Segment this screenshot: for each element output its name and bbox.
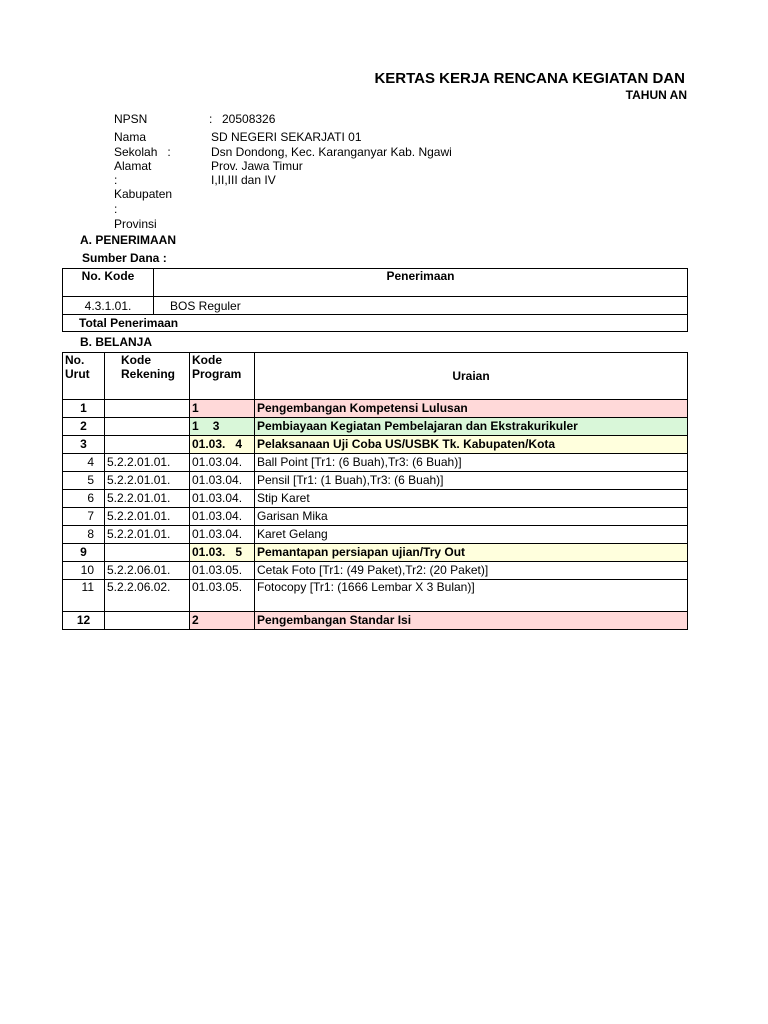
- table-row: [63, 526, 688, 544]
- table-row: [63, 612, 688, 630]
- cell-kode-rekening: 5.2.2.01.01.: [105, 526, 190, 544]
- kode-program-value: 01.03.04.: [192, 509, 243, 523]
- cell-no-urut: 9: [63, 544, 105, 562]
- kode-program-value: 01.03.: [192, 545, 226, 559]
- table-row: [63, 454, 688, 472]
- cell-no-urut: 8: [63, 526, 105, 544]
- penerimaan-row: [63, 297, 688, 315]
- cell-uraian: Cetak Foto [Tr1: (49 Paket),Tr2: (20 Paket)]: [255, 562, 688, 580]
- cell-no-urut: 3: [63, 436, 105, 454]
- col-header-no-urut-line1: No.: [65, 353, 85, 367]
- col-header-no-urut-line2: Urut: [65, 367, 90, 381]
- cell-uraian: Pemantapan persiapan ujian/Try Out: [255, 544, 688, 562]
- col-header-kode-program-line2: Program: [192, 367, 242, 381]
- col-header-kode-rekening-line2: Rekening: [121, 367, 176, 381]
- table-row: [63, 418, 688, 436]
- cell-kode-rekening: 5.2.2.06.02.: [105, 580, 190, 612]
- cell-no-urut: 6: [63, 490, 105, 508]
- info-label-sekolah: Sekolah :: [114, 145, 171, 159]
- penerimaan-row-kode: 4.3.1.01.: [63, 297, 154, 315]
- info-label-alamat: Alamat: [114, 159, 152, 173]
- cell-kode-rekening: 5.2.2.01.01.: [105, 472, 190, 490]
- kode-program-suffix: 3: [212, 419, 220, 433]
- table-row: [63, 562, 688, 580]
- col-header-kode-rekening: [105, 353, 190, 400]
- info-label-colon-2: :: [114, 202, 118, 216]
- belanja-body: [63, 400, 688, 630]
- kode-program-value: 01.03.: [192, 437, 226, 451]
- document-title: KERTAS KERJA RENCANA KEGIATAN DAN: [374, 70, 685, 87]
- col-header-no-kode: No. Kode: [63, 269, 154, 297]
- table-row: [63, 436, 688, 454]
- cell-uraian: Fotocopy [Tr1: (1666 Lembar X 3 Bulan)]: [255, 580, 688, 612]
- total-penerimaan-label: Total Penerimaan: [63, 315, 688, 332]
- section-belanja-title: B. BELANJA: [80, 335, 153, 349]
- cell-kode-rekening: 5.2.2.01.01.: [105, 490, 190, 508]
- cell-kode-rekening: 5.2.2.01.01.: [105, 454, 190, 472]
- info-value-nama: SD NEGERI SEKARJATI 01: [211, 130, 362, 144]
- cell-no-urut: 12: [63, 612, 105, 630]
- cell-uraian: Stip Karet: [255, 490, 688, 508]
- info-label-colon-1: :: [114, 173, 118, 187]
- cell-kode-rekening: [105, 544, 190, 562]
- cell-uraian: Garisan Mika: [255, 508, 688, 526]
- info-value-alamat: Dsn Dondong, Kec. Karanganyar Kab. Ngawi: [211, 145, 452, 159]
- cell-no-urut: 11: [63, 580, 105, 612]
- col-header-kode-program-line1: Kode: [192, 353, 222, 367]
- belanja-table: [62, 352, 688, 630]
- document-subtitle: TAHUN AN: [625, 88, 687, 102]
- kode-program-value: 01.03.04.: [192, 455, 243, 469]
- cell-kode-program: [190, 454, 255, 472]
- info-value-triwulan: I,II,III dan IV: [211, 173, 276, 187]
- col-header-kode-program: [190, 353, 255, 400]
- col-header-uraian: Uraian: [255, 353, 688, 400]
- section-penerimaan-title: A. PENERIMAAN: [80, 233, 177, 247]
- cell-kode-program: [190, 490, 255, 508]
- cell-no-urut: 1: [63, 400, 105, 418]
- cell-no-urut: 10: [63, 562, 105, 580]
- cell-kode-program: [190, 436, 255, 454]
- table-row: [63, 580, 688, 612]
- cell-no-urut: 4: [63, 454, 105, 472]
- cell-kode-rekening: [105, 400, 190, 418]
- cell-uraian: Pensil [Tr1: (1 Buah),Tr3: (6 Buah)]: [255, 472, 688, 490]
- cell-no-urut: 5: [63, 472, 105, 490]
- kode-program-value: 01.03.05.: [192, 580, 243, 594]
- cell-kode-program: [190, 508, 255, 526]
- penerimaan-total-row: [63, 315, 688, 332]
- info-label-nama: Nama: [114, 130, 147, 144]
- kode-program-value: 01.03.04.: [192, 491, 243, 505]
- cell-kode-program: [190, 418, 255, 436]
- kode-program-suffix: 5: [235, 545, 243, 559]
- cell-no-urut: 7: [63, 508, 105, 526]
- cell-kode-program: [190, 544, 255, 562]
- penerimaan-row-name: BOS Reguler: [154, 297, 688, 315]
- npsn-label: NPSN: [114, 112, 148, 126]
- cell-kode-rekening: 5.2.2.01.01.: [105, 508, 190, 526]
- table-row: [63, 544, 688, 562]
- table-row: [63, 490, 688, 508]
- kode-program-value: 1: [192, 419, 199, 433]
- cell-uraian: Ball Point [Tr1: (6 Buah),Tr3: (6 Buah)]: [255, 454, 688, 472]
- cell-kode-rekening: [105, 418, 190, 436]
- table-row: [63, 472, 688, 490]
- info-value-provinsi: Prov. Jawa Timur: [211, 159, 303, 173]
- kode-program-value: 1: [192, 401, 199, 415]
- cell-no-urut: 2: [63, 418, 105, 436]
- kode-program-value: 2: [192, 613, 199, 627]
- info-label-provinsi: Provinsi: [114, 217, 157, 231]
- kode-program-value: 01.03.04.: [192, 473, 243, 487]
- cell-uraian: Pengembangan Standar Isi: [255, 612, 688, 630]
- cell-uraian: Karet Gelang: [255, 526, 688, 544]
- kode-program-value: 01.03.04.: [192, 527, 243, 541]
- belanja-header-row: [63, 353, 688, 400]
- cell-kode-program: [190, 526, 255, 544]
- kode-program-suffix: 4: [235, 437, 243, 451]
- col-header-kode-rekening-line1: Kode: [121, 353, 151, 367]
- cell-uraian: Pengembangan Kompetensi Lulusan: [255, 400, 688, 418]
- cell-kode-program: [190, 580, 255, 612]
- sumber-dana-label: Sumber Dana :: [82, 251, 167, 265]
- cell-uraian: Pelaksanaan Uji Coba US/USBK Tk. Kabupaten/Kota: [255, 436, 688, 454]
- table-row: [63, 400, 688, 418]
- table-row: [63, 508, 688, 526]
- cell-kode-program: [190, 562, 255, 580]
- cell-kode-rekening: [105, 612, 190, 630]
- cell-kode-rekening: 5.2.2.06.01.: [105, 562, 190, 580]
- cell-kode-program: [190, 612, 255, 630]
- penerimaan-header-row: [63, 269, 688, 297]
- npsn-value: 20508326: [222, 112, 276, 126]
- cell-kode-program: [190, 400, 255, 418]
- npsn-colon: :: [209, 112, 213, 126]
- col-header-no-urut: [63, 353, 105, 400]
- cell-uraian: Pembiayaan Kegiatan Pembelajaran dan Ekstrakurikuler: [255, 418, 688, 436]
- cell-kode-rekening: [105, 436, 190, 454]
- cell-kode-program: [190, 472, 255, 490]
- penerimaan-table: [62, 268, 688, 332]
- info-label-kabupaten: Kabupaten: [114, 187, 173, 201]
- kode-program-value: 01.03.05.: [192, 563, 243, 577]
- col-header-penerimaan: Penerimaan: [154, 269, 688, 297]
